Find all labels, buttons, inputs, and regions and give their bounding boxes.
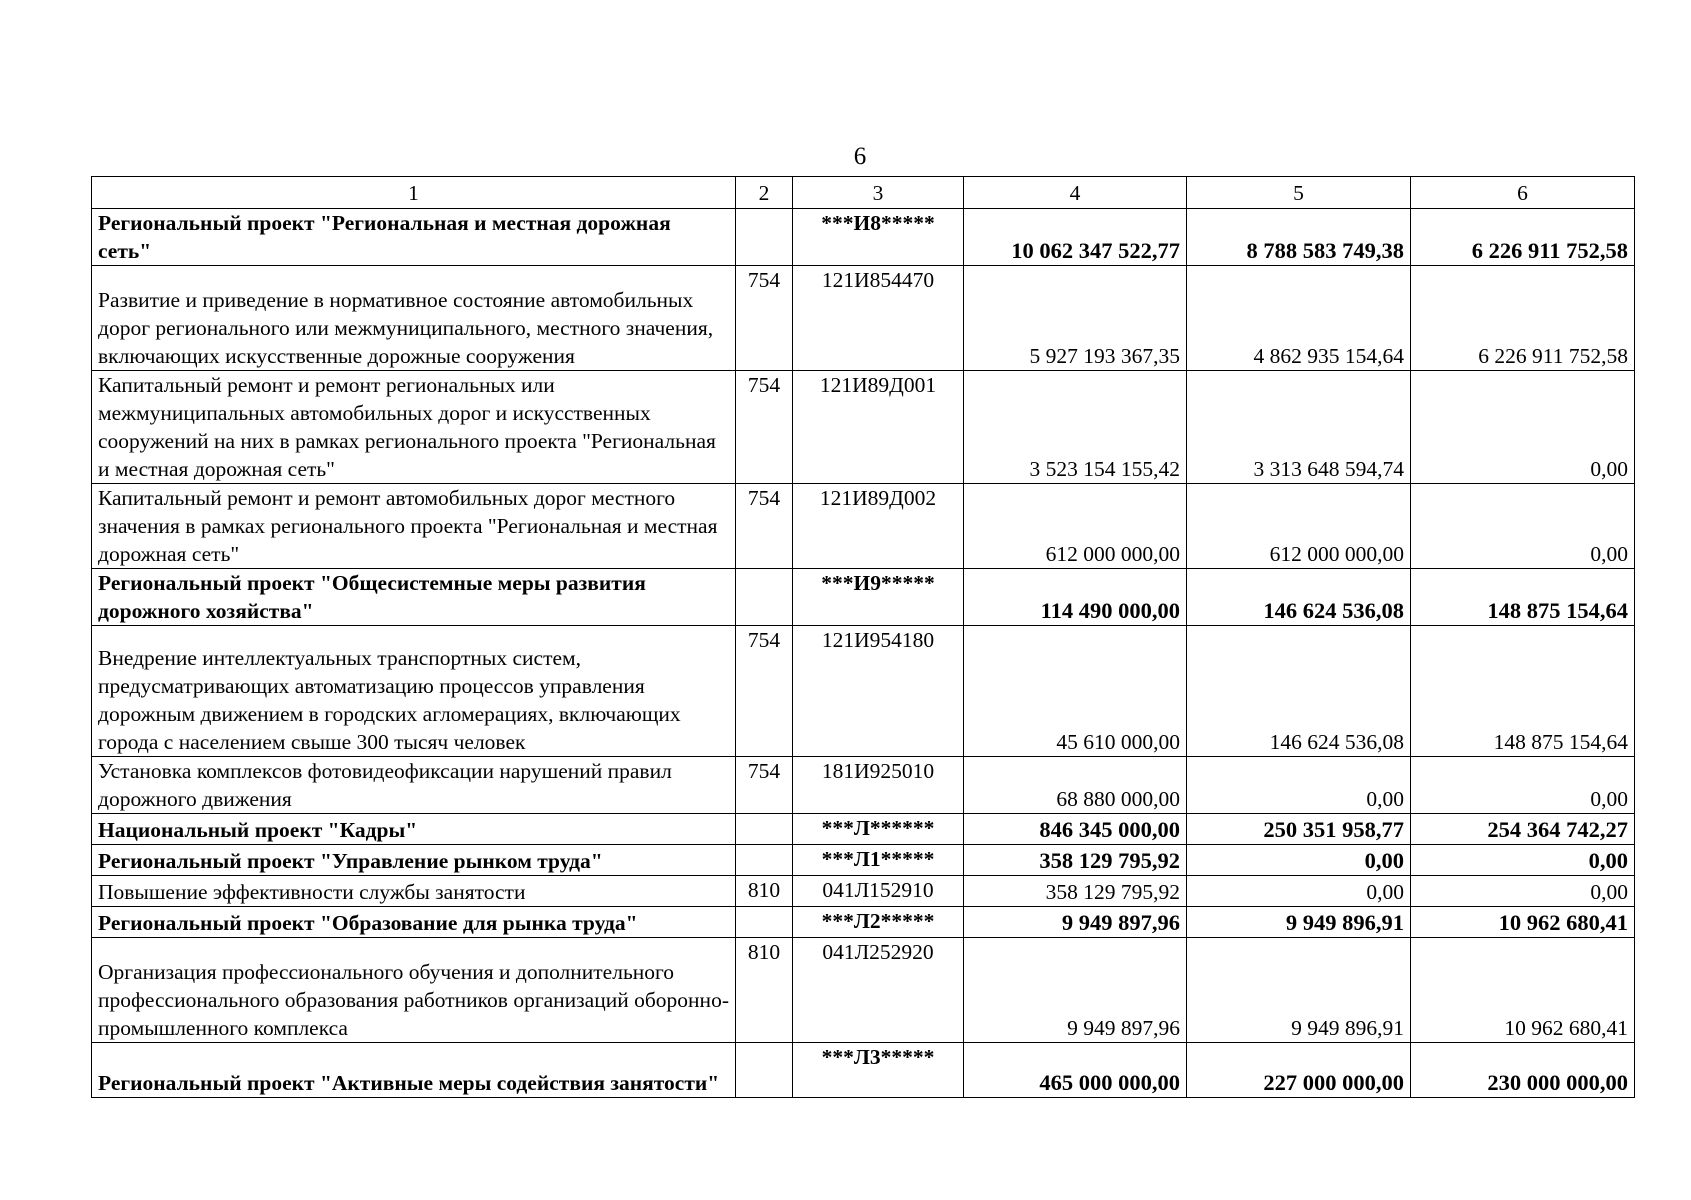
row-value-col6-cell: 10 962 680,41 bbox=[1411, 938, 1635, 1043]
row-name-cell: Национальный проект "Кадры" bbox=[92, 814, 736, 845]
column-header-5: 5 bbox=[1187, 177, 1411, 209]
project-row bbox=[92, 814, 1635, 845]
row-value-col5-cell: 0,00 bbox=[1187, 845, 1411, 876]
row-grbs-cell: 754 bbox=[736, 757, 793, 814]
row-value-col4-cell: 10 062 347 522,77 bbox=[964, 209, 1187, 266]
row-value-col5-cell: 612 000 000,00 bbox=[1187, 484, 1411, 569]
row-code-cell: 121И854470 bbox=[793, 266, 964, 371]
row-grbs-cell: 754 bbox=[736, 626, 793, 757]
page-number: 6 bbox=[853, 143, 867, 170]
row-name-cell: Капитальный ремонт и ремонт региональных или межмуниципальных автомобильных дорог и искусственных сооружений на них в рамках регионального проекта "Региональная и местная дорожная сеть" bbox=[92, 371, 736, 484]
row-name-cell: Региональный проект "Общесистемные меры развития дорожного хозяйства" bbox=[92, 569, 736, 626]
row-name-cell: Региональный проект "Активные меры содействия занятости" bbox=[92, 1043, 736, 1098]
row-value-col5-cell: 4 862 935 154,64 bbox=[1187, 266, 1411, 371]
row-value-col4-cell: 68 880 000,00 bbox=[964, 757, 1187, 814]
row-code-cell: ***И9***** bbox=[793, 569, 964, 626]
project-row bbox=[92, 1043, 1635, 1098]
row-value-col5-cell: 227 000 000,00 bbox=[1187, 1043, 1411, 1098]
row-grbs-cell: 810 bbox=[736, 938, 793, 1043]
row-grbs-cell bbox=[736, 209, 793, 266]
row-name-cell: Капитальный ремонт и ремонт автомобильных дорог местного значения в рамках регионального проекта "Региональная и местная дорожная сеть" bbox=[92, 484, 736, 569]
project-row bbox=[92, 845, 1635, 876]
row-grbs-cell bbox=[736, 845, 793, 876]
row-value-col5-cell: 9 949 896,91 bbox=[1187, 938, 1411, 1043]
row-value-col4-cell: 612 000 000,00 bbox=[964, 484, 1187, 569]
row-grbs-cell bbox=[736, 814, 793, 845]
row-grbs-cell: 754 bbox=[736, 266, 793, 371]
row-grbs-cell bbox=[736, 907, 793, 938]
row-value-col6-cell: 254 364 742,27 bbox=[1411, 814, 1635, 845]
column-header-1: 1 bbox=[92, 177, 736, 209]
table-row bbox=[92, 757, 1635, 814]
row-value-col4-cell: 9 949 897,96 bbox=[964, 907, 1187, 938]
row-value-col4-cell: 358 129 795,92 bbox=[964, 845, 1187, 876]
budget-table bbox=[91, 176, 1635, 1098]
project-row bbox=[92, 569, 1635, 626]
table-row bbox=[92, 266, 1635, 371]
project-row bbox=[92, 907, 1635, 938]
column-number-header-row bbox=[92, 177, 1635, 209]
row-value-col6-cell: 10 962 680,41 bbox=[1411, 907, 1635, 938]
row-value-col5-cell: 146 624 536,08 bbox=[1187, 626, 1411, 757]
row-name-cell: Региональный проект "Региональная и местная дорожная сеть" bbox=[92, 209, 736, 266]
row-value-col5-cell: 0,00 bbox=[1187, 876, 1411, 907]
row-grbs-cell: 754 bbox=[736, 484, 793, 569]
row-name-cell: Развитие и приведение в нормативное состояние автомобильных дорог регионального или межмуниципального, местного значения, включающих искусственные дорожные сооружения bbox=[92, 266, 736, 371]
row-value-col6-cell: 0,00 bbox=[1411, 371, 1635, 484]
row-code-cell: 181И925010 bbox=[793, 757, 964, 814]
row-name-cell: Региональный проект "Управление рынком труда" bbox=[92, 845, 736, 876]
project-row bbox=[92, 209, 1635, 266]
row-code-cell: 121И89Д002 bbox=[793, 484, 964, 569]
row-value-col6-cell: 0,00 bbox=[1411, 876, 1635, 907]
row-value-col5-cell: 8 788 583 749,38 bbox=[1187, 209, 1411, 266]
row-value-col6-cell: 0,00 bbox=[1411, 484, 1635, 569]
row-value-col4-cell: 5 927 193 367,35 bbox=[964, 266, 1187, 371]
row-grbs-cell: 810 bbox=[736, 876, 793, 907]
row-value-col4-cell: 9 949 897,96 bbox=[964, 938, 1187, 1043]
row-value-col6-cell: 6 226 911 752,58 bbox=[1411, 209, 1635, 266]
row-value-col6-cell: 148 875 154,64 bbox=[1411, 569, 1635, 626]
table-row bbox=[92, 626, 1635, 757]
row-code-cell: ***И8***** bbox=[793, 209, 964, 266]
row-value-col4-cell: 846 345 000,00 bbox=[964, 814, 1187, 845]
row-value-col5-cell: 146 624 536,08 bbox=[1187, 569, 1411, 626]
row-value-col4-cell: 45 610 000,00 bbox=[964, 626, 1187, 757]
row-value-col4-cell: 465 000 000,00 bbox=[964, 1043, 1187, 1098]
row-name-cell: Региональный проект "Образование для рынка труда" bbox=[92, 907, 736, 938]
row-name-cell: Внедрение интеллектуальных транспортных систем, предусматривающих автоматизацию процессов управления дорожным движением в городских агломерациях, включающих города с населением свыше 300 тысяч человек bbox=[92, 626, 736, 757]
row-value-col6-cell: 0,00 bbox=[1411, 845, 1635, 876]
row-code-cell: ***Л****** bbox=[793, 814, 964, 845]
row-value-col6-cell: 148 875 154,64 bbox=[1411, 626, 1635, 757]
row-code-cell: 041Л152910 bbox=[793, 876, 964, 907]
row-name-cell: Установка комплексов фотовидеофиксации нарушений правил дорожного движения bbox=[92, 757, 736, 814]
table-row bbox=[92, 938, 1635, 1043]
column-header-6: 6 bbox=[1411, 177, 1635, 209]
table-row bbox=[92, 484, 1635, 569]
row-value-col4-cell: 3 523 154 155,42 bbox=[964, 371, 1187, 484]
row-value-col6-cell: 6 226 911 752,58 bbox=[1411, 266, 1635, 371]
row-value-col5-cell: 9 949 896,91 bbox=[1187, 907, 1411, 938]
row-value-col4-cell: 358 129 795,92 bbox=[964, 876, 1187, 907]
row-value-col5-cell: 250 351 958,77 bbox=[1187, 814, 1411, 845]
row-grbs-cell: 754 bbox=[736, 371, 793, 484]
column-header-3: 3 bbox=[793, 177, 964, 209]
row-value-col5-cell: 0,00 bbox=[1187, 757, 1411, 814]
row-grbs-cell bbox=[736, 569, 793, 626]
row-name-cell: Повышение эффективности службы занятости bbox=[92, 876, 736, 907]
row-value-col5-cell: 3 313 648 594,74 bbox=[1187, 371, 1411, 484]
column-header-2: 2 bbox=[736, 177, 793, 209]
row-grbs-cell bbox=[736, 1043, 793, 1098]
row-code-cell: 041Л252920 bbox=[793, 938, 964, 1043]
row-code-cell: ***Л1***** bbox=[793, 845, 964, 876]
row-value-col6-cell: 230 000 000,00 bbox=[1411, 1043, 1635, 1098]
row-code-cell: ***Л3***** bbox=[793, 1043, 964, 1098]
row-code-cell: 121И89Д001 bbox=[793, 371, 964, 484]
row-code-cell: 121И954180 bbox=[793, 626, 964, 757]
table-row bbox=[92, 876, 1635, 907]
row-value-col4-cell: 114 490 000,00 bbox=[964, 569, 1187, 626]
column-header-4: 4 bbox=[964, 177, 1187, 209]
table-row bbox=[92, 371, 1635, 484]
row-value-col6-cell: 0,00 bbox=[1411, 757, 1635, 814]
row-name-cell: Организация профессионального обучения и дополнительного профессионального образования работников организаций оборонно-промышленного комплекса bbox=[92, 938, 736, 1043]
row-code-cell: ***Л2***** bbox=[793, 907, 964, 938]
